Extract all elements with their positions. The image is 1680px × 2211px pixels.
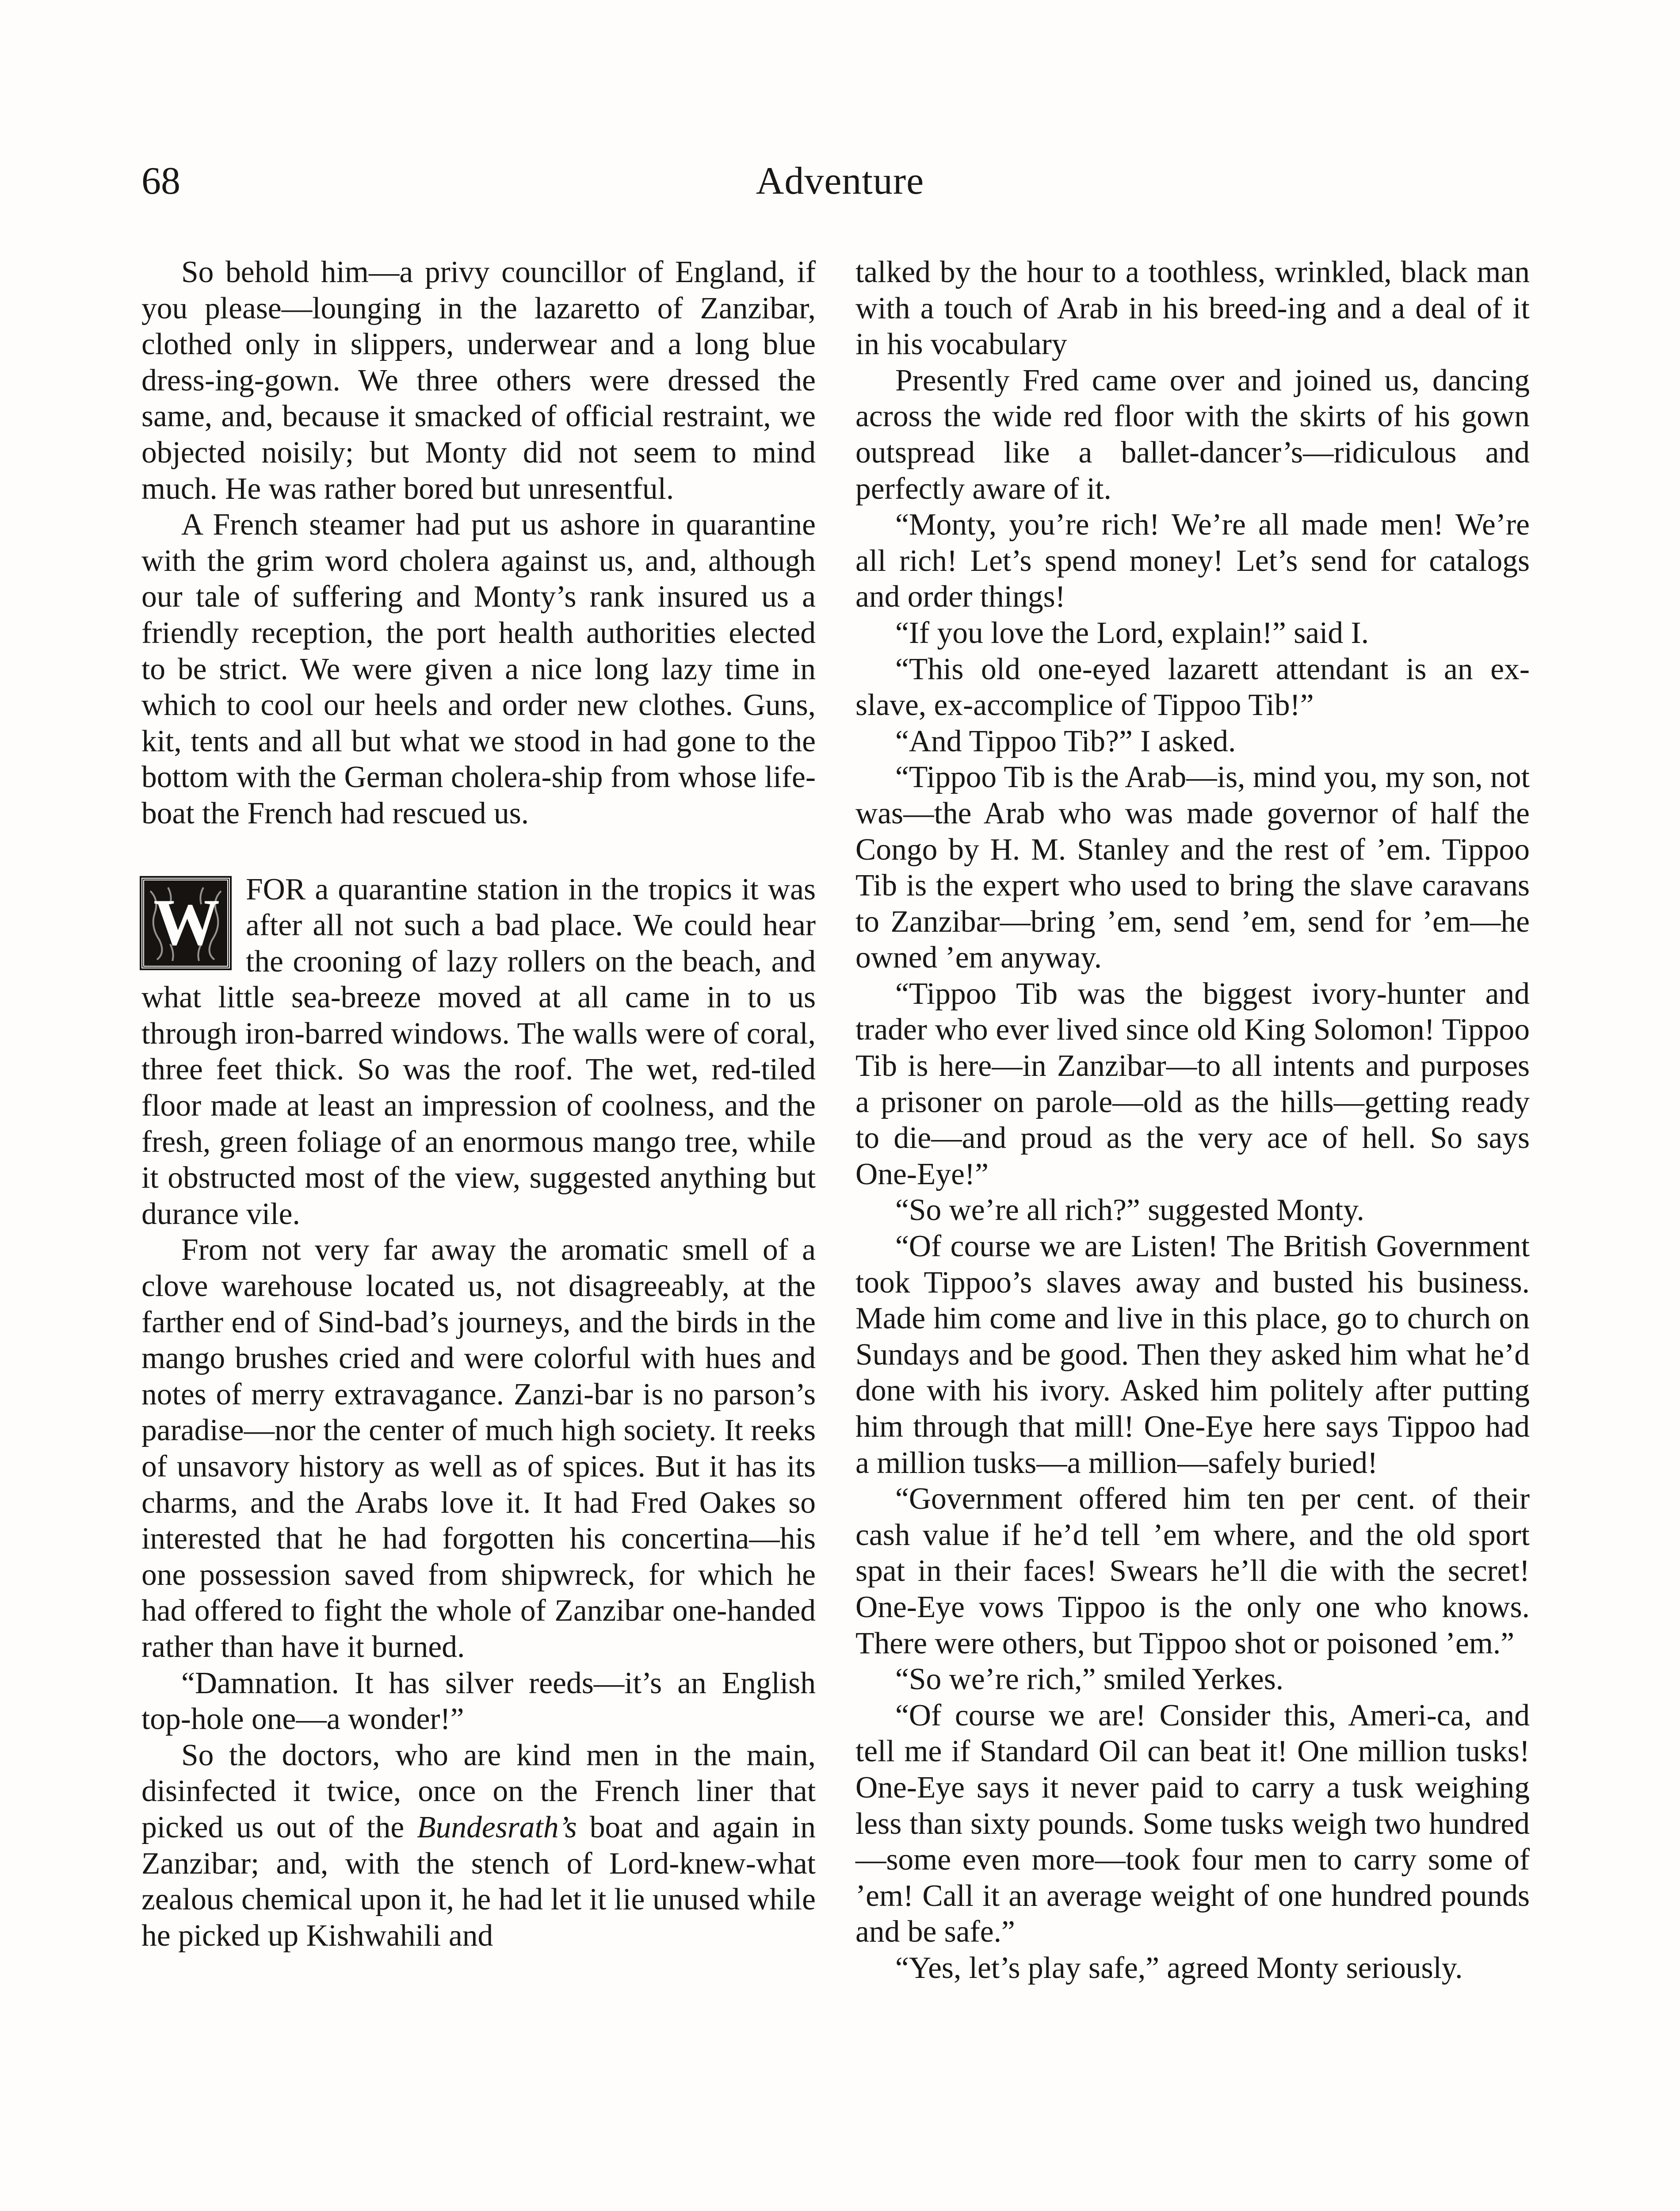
paragraph: “Tippoo Tib is the Arab—is, mind you, my son, not was—the Arab who was made governor of half the Congo by H. M. Stanley and the rest of ’em. Tippoo Tib is the expert who used to bring the slave caravans to Zanzibar—bring ’em, send ’em, send for ’em—he owned ’em anyway. bbox=[855, 760, 1530, 975]
paragraph: “Tippoo Tib was the biggest ivory-hunter and trader who ever lived since old King Solomon! Tippoo Tib is here—in Zanzibar—to all intents and purposes a prisoner on parole—old as the hills—getting ready to die—and proud as the very ace of hell. So says One-Eye!” bbox=[855, 976, 1530, 1191]
paragraph: “Of course we are Listen! The British Government took Tippoo’s slaves away and busted his business. Made him come and live in this place, go to church on Sundays and be good. Then they asked him what he’d done with his ivory. Asked him politely after putting him through that mill! One-Eye here says Tippoo had a million tusks—a million—safely buried! bbox=[855, 1229, 1530, 1480]
paragraph: “So we’re all rich?” suggested Monty. bbox=[895, 1193, 1364, 1228]
paragraph: “And Tippoo Tib?” I asked. bbox=[895, 724, 1236, 758]
paragraph: “If you love the Lord, explain!” said I. bbox=[895, 616, 1369, 650]
paragraph: A French steamer had put us ashore in quarantine with the grim word cholera against us, and, although our tale of suffering and Monty’s rank insured us a friendly reception, the port health authorities elected to be strict. We were given a nice long lazy time in which to cool our heels and order new clothes. Guns, kit, tents and all but what we stood in had gone to the bottom with the German cholera-ship from whose life-boat the French had rescued us. bbox=[141, 508, 816, 830]
paragraph: “Yes, let’s play safe,” agreed Monty seriously. bbox=[895, 1951, 1463, 1985]
drop-cap-letter: W bbox=[153, 886, 218, 960]
page-number: 68 bbox=[141, 160, 180, 203]
drop-cap-ornament bbox=[141, 878, 230, 968]
section-break bbox=[141, 832, 816, 872]
paragraph: “This old one-eyed lazarett attendant is an ex-slave, ex-accomplice of Tippoo Tib!” bbox=[855, 652, 1530, 723]
paragraph: “Monty, you’re rich! We’re all made men! We’re all rich! Let’s spend money! Let’s send for catalogs and order things! bbox=[855, 508, 1530, 614]
paragraph: So behold him—a privy councillor of England, if you please—lounging in the lazaretto of Zanzibar, clothed only in slippers, underwear and a long blue dress-ing-gown. We three others were dressed the same, and, because it smacked of official restraint, we objected noisily; but Monty did not seem to mind much. He was rather bored but unresentful. bbox=[141, 255, 816, 506]
paragraph-with-drop-cap bbox=[141, 872, 816, 1232]
left-column bbox=[141, 254, 816, 1954]
text-run: So the doctors, who are kind men in the main, disinfected it twice, once on the French liner that picked us out of the bbox=[141, 1738, 816, 1844]
text-run: boat and again in Zanzibar; and, with the stench of Lord-knew-what zealous chemical upon it, he had let it lie unused while he picked up Kishwahili and bbox=[141, 1810, 816, 1953]
paragraph: From not very far away the aromatic smell of a clove warehouse located us, not disagreeably, at the farther end of Sind-bad’s journeys, and the birds in the mango brushes cried and were colorful with hues and notes of merry extravagance. Zanzi-bar is no parson’s paradise—nor the center of much high society. It reeks of unsavory history as well as of spices. But it has its charms, and the Arabs love it. It had Fred Oakes so interested that he had forgotten his concertina—his one possession saved from shipwreck, for which he had offered to fight the whole of Zanzibar one-handed rather than have it burned. bbox=[141, 1233, 816, 1664]
paragraph: “So we’re rich,” smiled Yerkes. bbox=[895, 1662, 1284, 1697]
right-column bbox=[855, 254, 1530, 1986]
italic-ship-name: Bundesrath’s bbox=[417, 1810, 577, 1844]
drop-cap bbox=[141, 878, 238, 979]
paragraph: “Of course we are! Consider this, Ameri-ca, and tell me if Standard Oil can beat it! One million tusks! One-Eye says it never paid to carry a tusk weighing less than sixty pounds. Some tusks weigh two hundred—some even more—took four men to carry some of ’em! Call it an average weight of one hundred pounds and be safe.” bbox=[855, 1698, 1530, 1949]
paragraph: talked by the hour to a toothless, wrinkled, black man with a touch of Arab in his breed-ing and a deal of it in his vocabulary bbox=[855, 255, 1530, 362]
running-title: Adventure bbox=[756, 160, 924, 203]
page-header bbox=[141, 157, 1539, 206]
paragraph bbox=[141, 1737, 816, 1954]
paragraph: Presently Fred came over and joined us, dancing across the wide red floor with the skirts of his gown outspread like a ballet-dancer’s—ridiculous and perfectly aware of it. bbox=[855, 363, 1530, 506]
paragraph: “Damnation. It has silver reeds—it’s an English top-hole one—a wonder!” bbox=[141, 1666, 816, 1737]
drop-cap-paragraph-text: FOR a quarantine station in the tropics it was after all not such a bad place. We could hear the crooning of lazy rollers on the beach, and what little sea-breeze moved at all came in to us through iron-barred windows. The walls were of coral, three feet thick. So was the roof. The wet, red-tiled floor made at least an impression of coolness, and the fresh, green foliage of an enormous mango tree, while it obstructed most of the view, suggested anything but durance vile. bbox=[141, 872, 816, 1231]
paragraph: “Government offered him ten per cent. of their cash value if he’d tell ’em where, and the old sport spat in their faces! Swears he’ll die with the secret! One-Eye vows Tippoo is the only one who knows. There were others, but Tippoo shot or poisoned ’em.” bbox=[855, 1482, 1530, 1660]
